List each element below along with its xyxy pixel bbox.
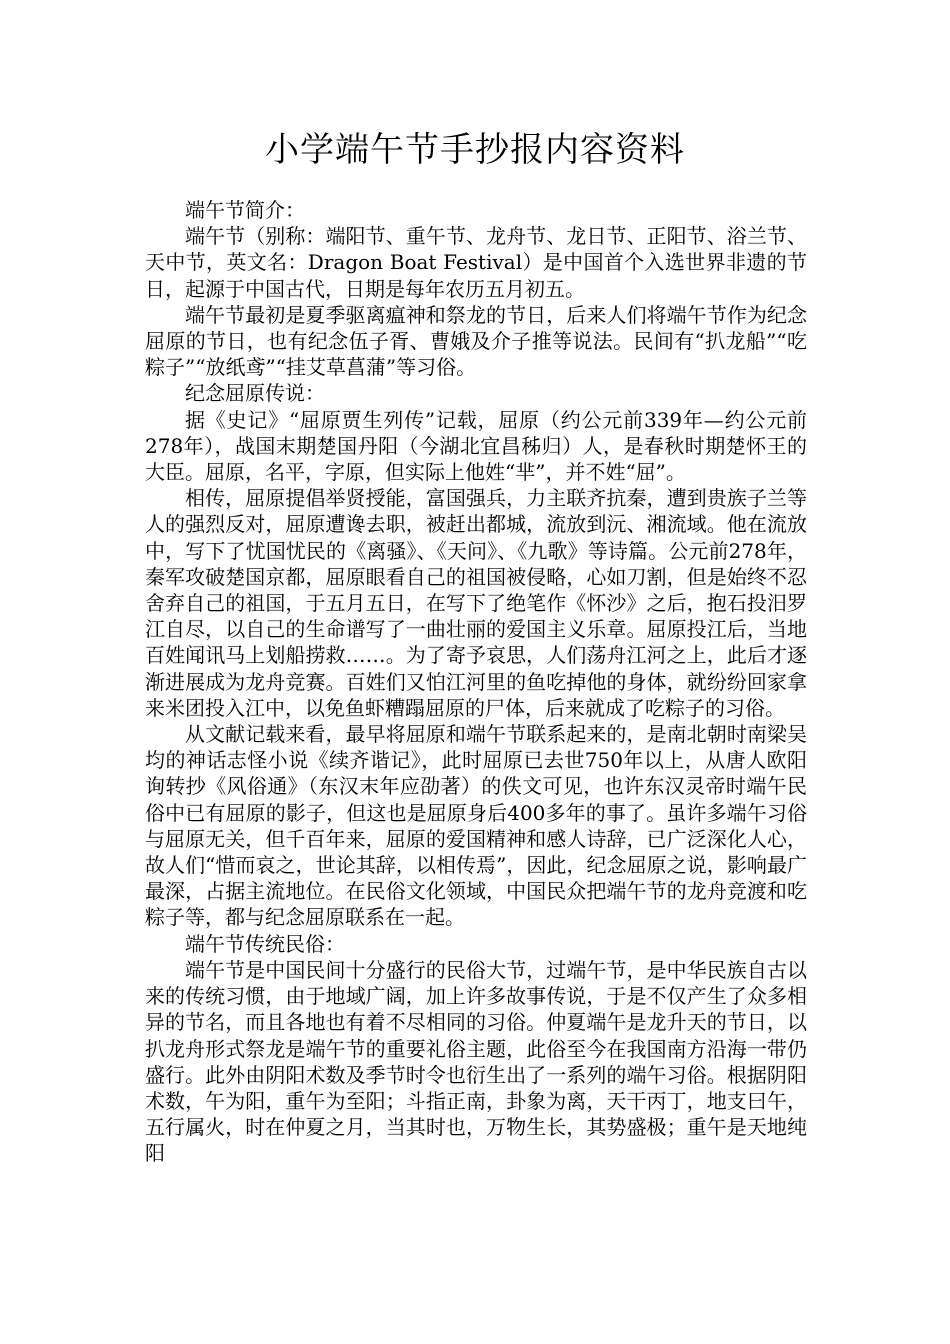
- document-body: [145, 197, 807, 1167]
- paragraph-quyuan-records: 从文献记载来看，最早将屈原和端午节联系起来的，是南北朝时南梁吴均的神话志怪小说《续齐谐记》，此时屈原已去世750年以上，从唐人欧阳询转抄《风俗通》（东汉末年应劭著）的佚文可见，也许东汉灵帝时端午民俗中已有屈原的影子，但这也是屈原身后400多年的事了。虽许多端午习俗与屈原无关，但千百年来，屈原的爱国精神和感人诗辞，已广泛深化人心，故人们“惜而哀之，世论其辞，以相传焉”，因此，纪念屈原之说，影响最广最深，占据主流地位。在民俗文化领域，中国民众把端午节的龙舟竞渡和吃粽子等，都与纪念屈原联系在一起。: [145, 722, 807, 930]
- paragraph-intro-names: 端午节（别称：端阳节、重午节、龙舟节、龙日节、正阳节、浴兰节、天中节，英文名：Dragon Boat Festival）是中国首个入选世界非遗的节日，起源于中国古代，日期是每年农历五月初五。: [145, 224, 807, 301]
- paragraph-intro-origin: 端午节最初是夏季驱离瘟神和祭龙的节日，后来人们将端午节作为纪念屈原的节日，也有纪念伍子胥、曹娥及介子推等说法。民间有“扒龙船”“吃粽子”“放纸鸢”“挂艾草菖蒲”等习俗。: [145, 302, 807, 380]
- section-heading-customs: 端午节传统民俗：: [185, 931, 345, 956]
- paragraph-quyuan-bio: 据《史记》“屈原贾生列传”记载，屈原（约公元前339年—约公元前278年），战国末期楚国丹阳（今湖北宜昌秭归）人，是春秋时期楚怀王的大臣。屈原，名平，字原，但实际上他姓“芈”，并不姓“屈”。: [145, 407, 807, 485]
- paragraph-customs: 端午节是中国民间十分盛行的民俗大节，过端午节，是中华民族自古以来的传统习惯，由于地域广阔，加上许多故事传说，于是不仅产生了众多相异的节名，而且各地也有着不尽相同的习俗。仲夏端午是龙升天的节日，以扒龙舟形式祭龙是端午节的重要礼俗主题，此俗至今在我国南方沿海一带仍盛行。此外由阴阳术数及季节时令也衍生出了一系列的端午习俗。根据阴阳术数，午为阳，重午为至阳；斗指正南，卦象为离，天干丙丁，地支曰午，五行属火，时在仲夏之月，当其时也，万物生长，其势盛极；重午是天地纯阳: [145, 957, 807, 1166]
- paragraph-quyuan-legend: 相传，屈原提倡举贤授能，富国强兵，力主联齐抗秦，遭到贵族子兰等人的强烈反对，屈原遭谗去职，被赶出都城，流放到沅、湘流域。他在流放中，写下了忧国忧民的《离骚》、《天问》、《九歌》等诗篇。公元前278年，秦军攻破楚国京都，屈原眼看自己的祖国被侵略，心如刀割，但是始终不忍舍弃自己的祖国，于五月五日，在写下了绝笔作《怀沙》之后，抱石投汨罗江自尽，以自己的生命谱写了一曲壮丽的爱国主义乐章。屈原投江后，当地百姓闻讯马上划船捞救……。为了寄予哀思，人们荡舟江河之上，此后才逐渐进展成为龙舟竞赛。百姓们又怕江河里的鱼吃掉他的身体，就纷纷回家拿来米团投入江中，以免鱼虾糟蹋屈原的尸体，后来就成了吃粽子的习俗。: [145, 486, 807, 720]
- document-title: 小学端午节手抄报内容资料: [265, 130, 685, 170]
- section-heading-quyuan: 纪念屈原传说：: [185, 381, 325, 406]
- section-heading-intro: 端午节简介：: [185, 198, 305, 222]
